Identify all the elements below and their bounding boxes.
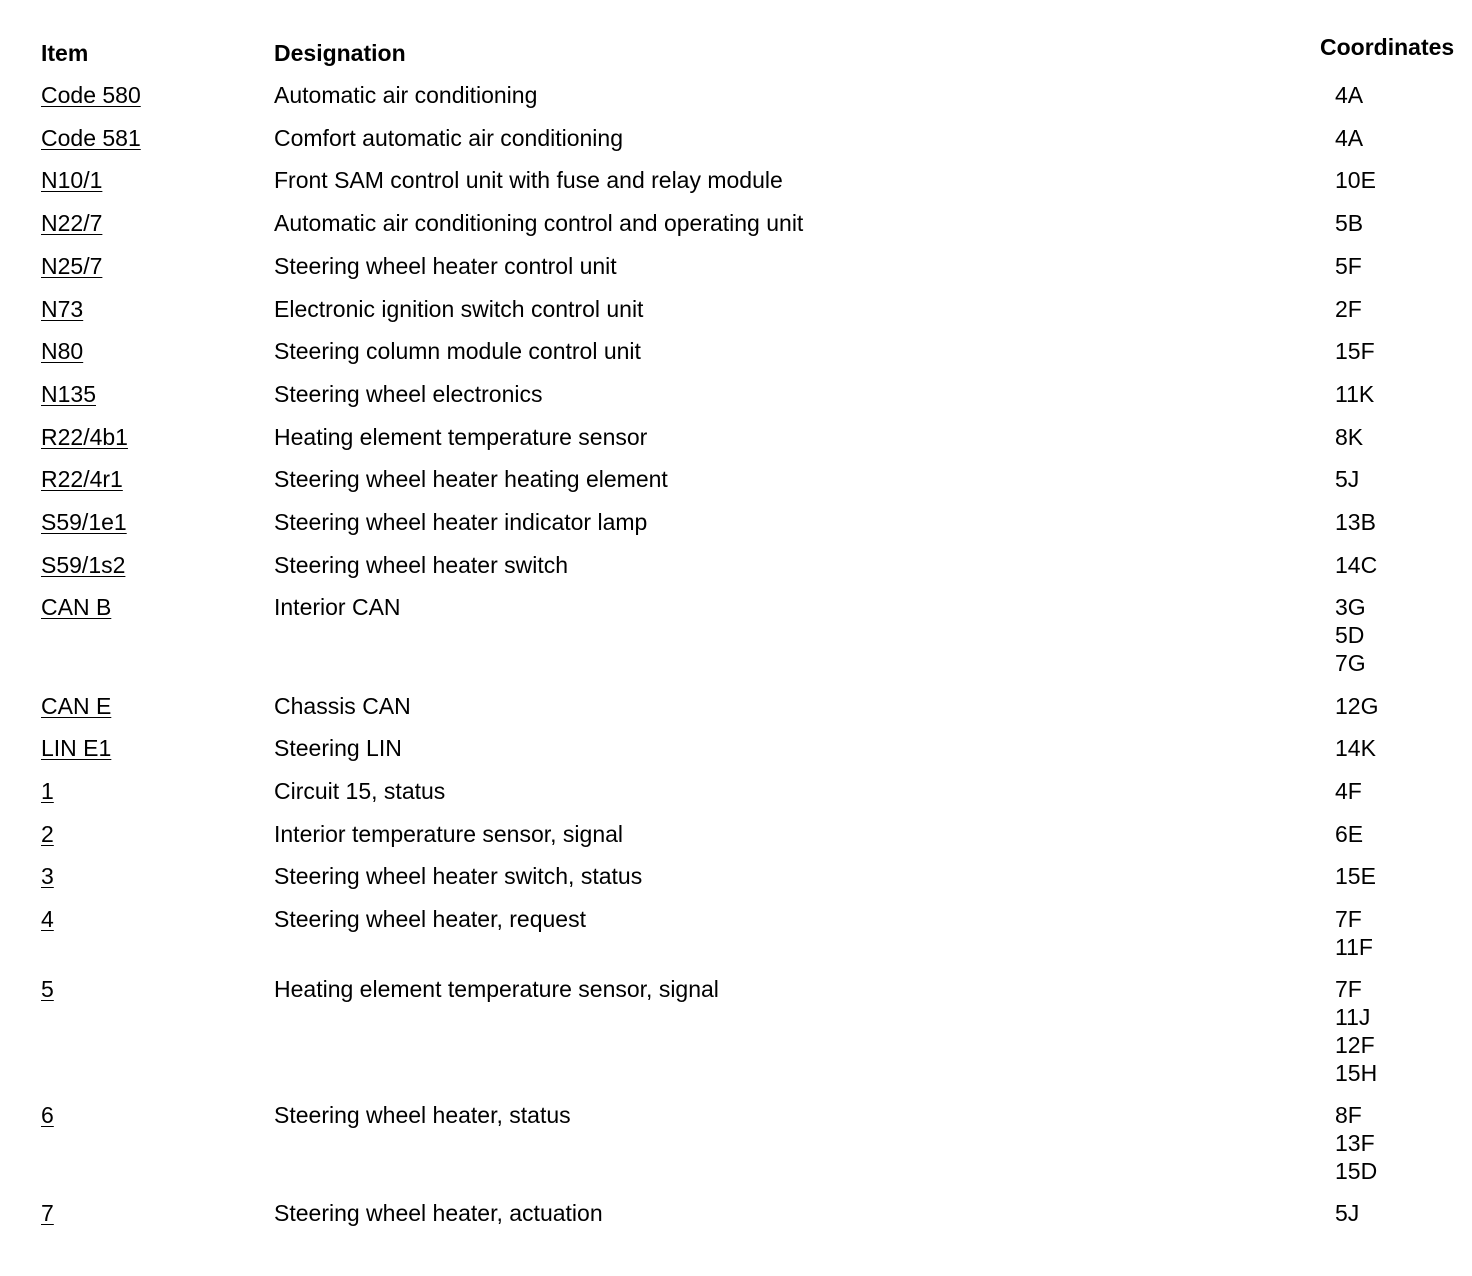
designation-text: Heating element temperature sensor	[274, 423, 648, 450]
designation-text: Steering wheel heater heating element	[274, 466, 668, 493]
coordinates-cell	[1335, 552, 1472, 580]
table-row	[0, 338, 1472, 381]
coordinate-value: 8K	[1335, 423, 1364, 450]
item-link[interactable]: S59/1e1	[41, 509, 127, 536]
table-row	[0, 381, 1472, 424]
coordinates-cell	[1335, 821, 1472, 849]
item-link[interactable]: R22/4r1	[41, 466, 123, 493]
item-link[interactable]: N135	[41, 380, 96, 407]
coordinates-cell	[1335, 1200, 1472, 1228]
item-link[interactable]: S59/1s2	[41, 551, 126, 578]
coordinate-value: 3G	[1335, 594, 1366, 621]
designation-text: Steering wheel heater control unit	[274, 252, 617, 279]
designation-text: Automatic air conditioning control and operating unit	[274, 210, 804, 237]
table-row	[0, 82, 1472, 125]
coordinate-value: 7F	[1335, 906, 1362, 933]
designation-text: Steering wheel heater switch	[274, 551, 569, 578]
coordinate-value: 13F	[1335, 1129, 1375, 1156]
coordinate-value: 10E	[1335, 167, 1376, 194]
table-row	[0, 778, 1472, 821]
table-row	[0, 424, 1472, 467]
item-link[interactable]: R22/4b1	[41, 423, 128, 450]
table-row	[0, 253, 1472, 296]
coordinate-value: 5B	[1335, 210, 1364, 237]
item-link[interactable]: N22/7	[41, 210, 103, 237]
item-link[interactable]: 3	[41, 863, 54, 890]
coordinate-value: 5J	[1335, 466, 1360, 493]
table-row	[0, 906, 1472, 976]
item-link[interactable]: Code 581	[41, 124, 141, 151]
item-link[interactable]: N73	[41, 295, 84, 322]
table-row	[0, 552, 1472, 595]
table-row	[0, 735, 1472, 778]
item-link[interactable]: 2	[41, 820, 54, 847]
designation-text: Circuit 15, status	[274, 777, 446, 804]
coordinates-cell	[1335, 863, 1472, 891]
designation-text: Heating element temperature sensor, signal	[274, 976, 719, 1003]
table-row	[0, 821, 1472, 864]
item-link[interactable]: N25/7	[41, 252, 103, 279]
designation-text: Steering wheel electronics	[274, 380, 543, 407]
designation-text: Interior temperature sensor, signal	[274, 820, 624, 847]
designation-text: Steering LIN	[274, 735, 402, 762]
designation-text: Interior CAN	[274, 594, 401, 621]
coordinate-value: 2F	[1335, 295, 1362, 322]
header-designation: Designation	[274, 40, 406, 66]
coordinate-value: 5J	[1335, 1200, 1360, 1227]
coordinates-cell	[1335, 509, 1472, 537]
item-link[interactable]: LIN E1	[41, 735, 112, 762]
coordinate-value: 5D	[1335, 622, 1365, 649]
coordinate-value: 11K	[1335, 380, 1375, 407]
designation-text: Electronic ignition switch control unit	[274, 295, 644, 322]
table-row	[0, 976, 1472, 1102]
coordinates-cell	[1335, 466, 1472, 494]
coordinates-cell	[1335, 976, 1472, 1087]
item-link[interactable]: 7	[41, 1200, 54, 1227]
table-row	[0, 167, 1472, 210]
table-row	[0, 210, 1472, 253]
designation-text: Front SAM control unit with fuse and relay module	[274, 167, 783, 194]
item-link[interactable]: N10/1	[41, 167, 103, 194]
coordinates-cell	[1335, 296, 1472, 324]
coordinate-value: 15F	[1335, 338, 1375, 365]
coordinates-cell	[1335, 210, 1472, 238]
designation-text: Chassis CAN	[274, 692, 411, 719]
item-link[interactable]: CAN E	[41, 692, 112, 719]
coordinate-value: 5F	[1335, 252, 1362, 279]
coordinates-cell	[1335, 381, 1472, 409]
designation-text: Steering wheel heater switch, status	[274, 863, 643, 890]
table-row	[0, 1200, 1472, 1243]
designation-text: Automatic air conditioning	[274, 82, 538, 108]
item-link[interactable]: N80	[41, 338, 84, 365]
item-link[interactable]: 1	[41, 777, 54, 804]
coordinates-cell	[1335, 693, 1472, 721]
coordinate-value: 15H	[1335, 1059, 1378, 1086]
coordinates-cell	[1335, 906, 1472, 961]
coordinate-value: 7G	[1335, 649, 1366, 676]
item-link[interactable]: Code 580	[41, 82, 141, 108]
table-row	[0, 509, 1472, 552]
coordinate-value: 12G	[1335, 692, 1379, 719]
table-row	[0, 466, 1472, 509]
coordinates-cell	[1335, 778, 1472, 806]
coordinates-cell	[1335, 125, 1472, 153]
coordinate-value: 11F	[1335, 933, 1373, 960]
designation-text: Steering wheel heater, actuation	[274, 1200, 603, 1227]
coordinate-value: 4F	[1335, 777, 1362, 804]
coordinate-value: 14K	[1335, 735, 1376, 762]
coordinate-value: 11J	[1335, 1004, 1371, 1031]
header-item: Item	[41, 40, 89, 66]
table-row	[0, 125, 1472, 168]
table-row	[0, 863, 1472, 906]
item-link[interactable]: 4	[41, 906, 54, 933]
coordinates-cell	[1335, 594, 1472, 677]
coordinate-value: 8F	[1335, 1102, 1362, 1129]
item-link[interactable]: 6	[41, 1102, 54, 1129]
table-row	[0, 296, 1472, 339]
coordinate-value: 15E	[1335, 863, 1376, 890]
coordinates-cell	[1335, 424, 1472, 452]
table-row	[0, 1102, 1472, 1200]
coordinate-value: 13B	[1335, 509, 1376, 536]
coordinate-value: 14C	[1335, 551, 1378, 578]
header-coordinates: Coordinates	[1320, 34, 1455, 60]
legend-rows	[0, 82, 1472, 1243]
designation-text: Steering wheel heater, status	[274, 1102, 571, 1129]
coordinate-value: 15D	[1335, 1157, 1378, 1184]
coordinate-value: 4A	[1335, 82, 1364, 108]
coordinates-cell	[1335, 253, 1472, 281]
coordinates-cell	[1335, 338, 1472, 366]
coordinate-value: 6E	[1335, 820, 1364, 847]
coordinate-value: 12F	[1335, 1031, 1375, 1058]
designation-text: Steering wheel heater indicator lamp	[274, 509, 648, 536]
item-link[interactable]: CAN B	[41, 594, 112, 621]
coordinates-cell	[1335, 735, 1472, 763]
coordinate-value: 4A	[1335, 124, 1364, 151]
coordinates-cell	[1335, 1102, 1472, 1185]
designation-text: Comfort automatic air conditioning	[274, 124, 623, 151]
table-row	[0, 693, 1472, 736]
item-link[interactable]: 5	[41, 976, 54, 1003]
designation-text: Steering wheel heater, request	[274, 906, 586, 933]
table-row	[0, 594, 1472, 692]
coordinates-cell	[1335, 167, 1472, 195]
coordinate-value: 7F	[1335, 976, 1362, 1003]
designation-text: Steering column module control unit	[274, 338, 641, 365]
coordinates-cell	[1335, 82, 1472, 110]
